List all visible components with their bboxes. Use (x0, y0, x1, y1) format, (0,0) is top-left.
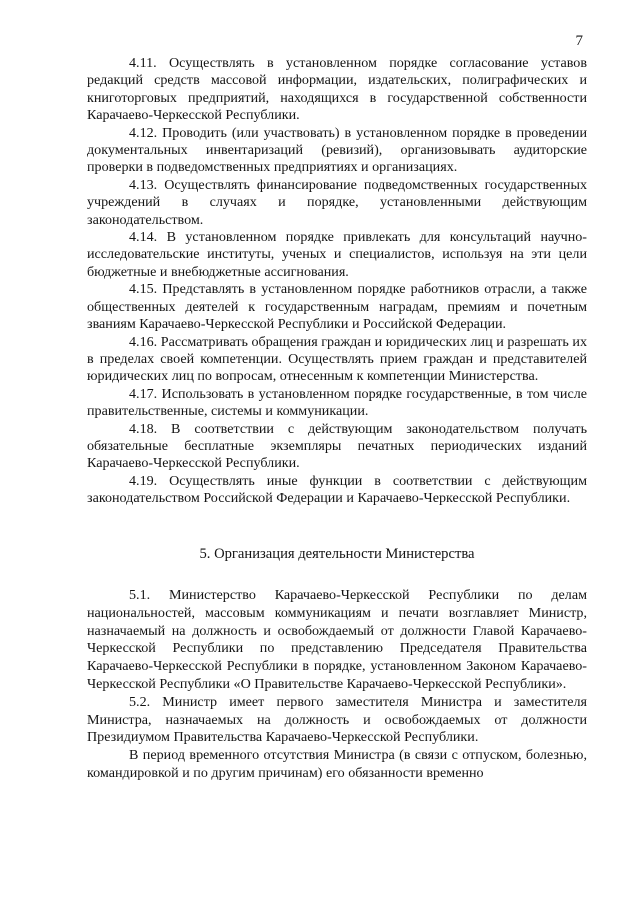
section-5-items (87, 587, 587, 783)
paragraph-4-14: 4.14. В установленном порядке привлекать для консультаций научно-исследовательские институты, ученых и специалистов, используя на эти цели бюджетные и внебюджетные ассигнования. (87, 229, 587, 280)
document-body (87, 55, 587, 783)
page-number: 7 (575, 33, 583, 49)
section-4-items (87, 55, 587, 508)
paragraph-5-2: 5.2. Министр имеет первого заместителя Министра и заместителя Министра, назначаемых на должность и освобождаемых от должности Президиумом Правительства Карачаево-Черкесской Республики. (87, 693, 587, 746)
section-5-heading: 5. Организация деятельности Министерства (199, 545, 475, 562)
paragraph-4-17: 4.17. Использовать в установленном порядке государственные, в том числе правительственные, системы и коммуникации. (87, 385, 587, 420)
paragraph-4-13: 4.13. Осуществлять финансирование подведомственных государственных учреждений в случаях и порядке, установленными действующим законодательством. (87, 176, 587, 228)
paragraph-4-18: 4.18. В соответствии с действующим законодательством получать обязательные бесплатные экземпляры печатных периодических изданий Карачаево-Черкесской Республики. (87, 420, 587, 472)
paragraph-4-11: 4.11. Осуществлять в установленном порядке согласование уставов редакций средств массовой информации, издательских, полиграфических и книготорговых предприятий, находящихся в государственной собственности Карачаево-Черкесской Республики. (87, 55, 587, 124)
paragraph-4-12: 4.12. Проводить (или участвовать) в установленном порядке в проведении документальных инвентаризаций (ревизий), организовывать аудиторские проверки в подведомственных предприятиях и организациях. (87, 124, 587, 176)
paragraph-4-16: 4.16. Рассматривать обращения граждан и юридических лиц и разрешать их в пределах своей компетенции. Осуществлять прием граждан и представителей юридических лиц по вопросам, отнесенным к компетенции Министерства. (87, 333, 587, 385)
paragraph-4-19: 4.19. Осуществлять иные функции в соответствии с действующим законодательством Российской Федерации и Карачаево-Черкесской Республики. (87, 472, 587, 507)
paragraph-4-15: 4.15. Представлять в установленном порядке работников отрасли, а также общественных деятелей к государственным наградам, премиям и почетным званиям Карачаево-Черкесской Республики и Российской Федерации. (87, 281, 587, 333)
paragraph-5-2-continued: В период временного отсутствия Министра (в связи с отпуском, болезнью, командировкой и по другим причинам) его обязанности временно (87, 747, 587, 781)
paragraph-5-1: 5.1. Министерство Карачаево-Черкесской Республики по делам национальностей, массовым коммуникациям и печати возглавляет Министр, назначаемый на должность и освобождаемый от должности Главой Карачаево-Черкесской Республики по представлению Председателя Правительства Карачаево-Черкесской Республики в порядке, установленном Законом Карачаево-Черкесской Республики «О Правительстве Карачаево-Черкесской Республики». (87, 586, 587, 692)
